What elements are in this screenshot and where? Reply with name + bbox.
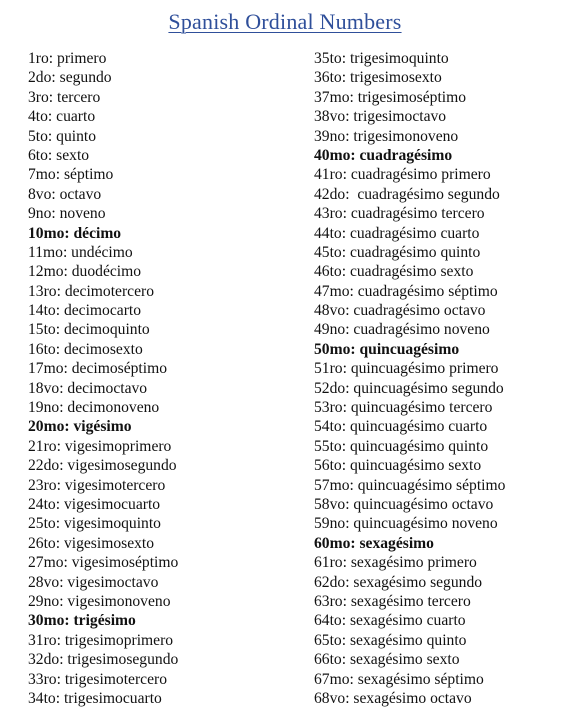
ordinal-heading-entry: 30mo: trigésimo: [28, 612, 136, 630]
ordinal-entry: 56to: quincuagésimo sexto: [314, 457, 482, 475]
ordinal-entry: 29no: vigesimonoveno: [28, 592, 171, 610]
ordinal-entry: 32do: trigesimosegundo: [28, 651, 179, 669]
ordinal-heading-entry: 50mo: quincuagésimo: [314, 340, 460, 358]
ordinal-heading-entry: 60mo: sexagésimo: [314, 534, 434, 552]
ordinal-entry: 67mo: sexagésimo séptimo: [314, 670, 484, 688]
ordinal-entry: 18vo: decimoctavo: [28, 379, 148, 397]
ordinal-entry: 14to: decimocarto: [28, 302, 142, 320]
ordinal-entry: 35to: trigesimoquinto: [314, 50, 449, 67]
ordinal-entry: 55to: quincuagésimo quinto: [314, 437, 489, 455]
ordinal-entry: 65to: sexagésimo quinto: [314, 631, 467, 649]
ordinal-entry: 59no: quincuagésimo noveno: [314, 515, 498, 533]
ordinal-entry: 9no: noveno: [28, 205, 106, 223]
ordinal-entry: 53ro: quincuagésimo tercero: [314, 399, 493, 417]
ordinal-entry: 54to: quincuagésimo cuarto: [314, 418, 488, 436]
ordinal-entry: 58vo: quincuagésimo octavo: [314, 495, 494, 513]
ordinal-entry: 7mo: séptimo: [28, 166, 114, 184]
ordinal-heading-entry: 40mo: cuadragésimo: [314, 146, 453, 164]
ordinal-entry: 5to: quinto: [28, 127, 97, 145]
ordinal-entry: 43ro: cuadragésimo tercero: [314, 205, 485, 223]
ordinal-entry: 19no: decimonoveno: [28, 399, 160, 417]
ordinal-entry: 11mo: undécimo: [28, 243, 133, 261]
ordinal-entry: 16to: decimosexto: [28, 340, 143, 358]
ordinal-entry: 47mo: cuadragésimo séptimo: [314, 282, 498, 300]
ordinal-entry: 37mo: trigesimoséptimo: [314, 88, 467, 106]
ordinal-entry: 33ro: trigesimotercero: [28, 670, 167, 688]
ordinal-entry: 42do: cuadragésimo segundo: [314, 185, 500, 203]
ordinal-entry: 63ro: sexagésimo tercero: [314, 592, 471, 610]
ordinal-entry: 13ro: decimotercero: [28, 282, 154, 300]
ordinal-entry: 27mo: vigesimoséptimo: [28, 554, 179, 572]
ordinal-entry: 2do: segundo: [28, 69, 112, 87]
ordinal-entry: 17mo: decimoséptimo: [28, 360, 168, 378]
left-column-list: [28, 49, 298, 708]
ordinal-entry: 1ro: primero: [28, 50, 107, 67]
ordinal-entry: 62do: sexagésimo segundo: [314, 573, 483, 591]
ordinal-entry: 26to: vigesimosexto: [28, 534, 155, 552]
ordinal-entry: 38vo: trigesimoctavo: [314, 108, 447, 126]
ordinal-entry: 64to: sexagésimo cuarto: [314, 612, 466, 630]
ordinal-entry: 49no: cuadragésimo noveno: [314, 321, 490, 339]
ordinal-entry: 51ro: quincuagésimo primero: [314, 360, 499, 378]
ordinal-entry: 36to: trigesimosexto: [314, 69, 442, 87]
ordinal-entry: 28vo: vigesimoctavo: [28, 573, 159, 591]
ordinal-entry: 6to: sexto: [28, 146, 90, 164]
right-column-list: [314, 49, 570, 708]
ordinal-entry: 4to: cuarto: [28, 108, 96, 126]
ordinal-entry: 34to: trigesimocuarto: [28, 689, 162, 707]
ordinal-entry: 3ro: tercero: [28, 88, 101, 106]
ordinal-heading-entry: 20mo: vigésimo: [28, 418, 132, 436]
ordinal-entry: 23ro: vigesimotercero: [28, 476, 166, 494]
ordinal-entry: 44to: cuadragésimo cuarto: [314, 224, 480, 242]
ordinal-entry: 61ro: sexagésimo primero: [314, 554, 477, 572]
ordinal-entry: 15to: decimoquinto: [28, 321, 150, 339]
ordinal-entry: 68vo: sexagésimo octavo: [314, 689, 472, 707]
ordinal-entry: 8vo: octavo: [28, 185, 102, 203]
ordinal-entry: 12mo: duodécimo: [28, 263, 142, 281]
ordinal-entry: 25to: vigesimoquinto: [28, 515, 161, 533]
ordinal-entry: 48vo: cuadragésimo octavo: [314, 302, 486, 320]
ordinal-entry: 22do: vigesimosegundo: [28, 457, 177, 475]
ordinal-entry: 31ro: trigesimoprimero: [28, 631, 174, 649]
ordinal-entry: 24to: vigesimocuarto: [28, 495, 161, 513]
ordinal-entry: 46to: cuadragésimo sexto: [314, 263, 474, 281]
ordinal-entry: 41ro: cuadragésimo primero: [314, 166, 491, 184]
ordinal-entry: 39no: trigesimonoveno: [314, 127, 459, 145]
page-title: Spanish Ordinal Numbers: [168, 9, 402, 34]
ordinal-entry: 57mo: quincuagésimo séptimo: [314, 476, 506, 494]
ordinal-heading-entry: 10mo: décimo: [28, 224, 122, 242]
ordinal-entry: 45to: cuadragésimo quinto: [314, 243, 481, 261]
ordinal-entry: 21ro: vigesimoprimero: [28, 437, 172, 455]
ordinal-entry: 52do: quincuagésimo segundo: [314, 379, 504, 397]
ordinal-entry: 66to: sexagésimo sexto: [314, 651, 460, 669]
